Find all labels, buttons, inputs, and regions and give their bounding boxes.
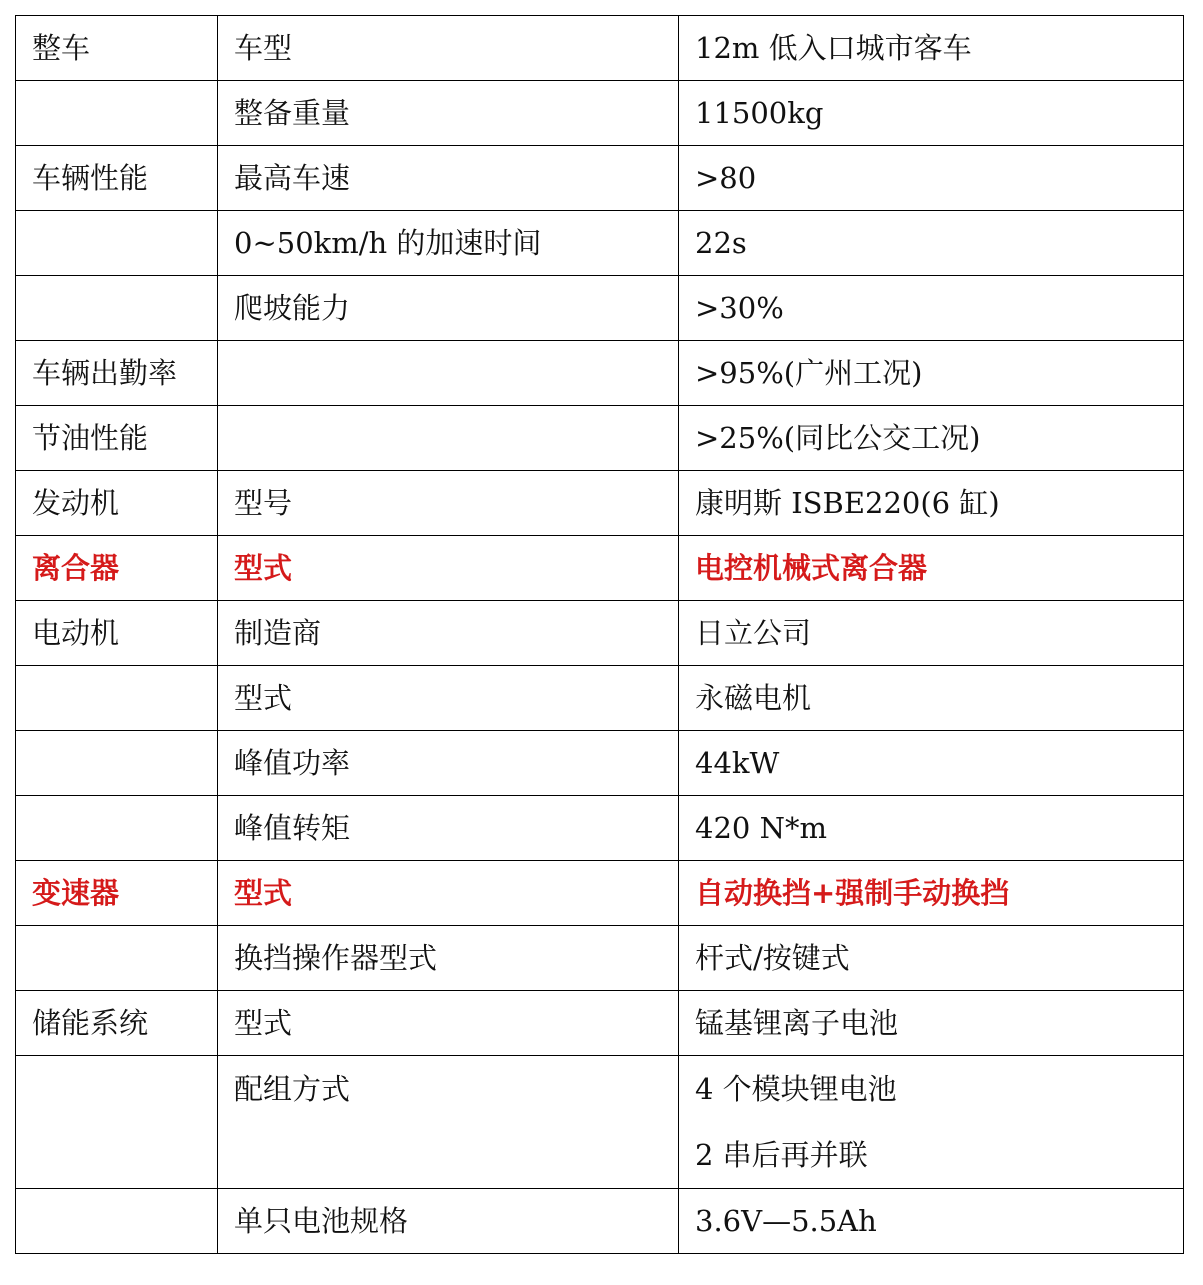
table-row [16, 991, 1184, 1056]
category-cell [16, 731, 218, 796]
value-cell: 电控机械式离合器 [679, 536, 1184, 601]
table-row [16, 341, 1184, 406]
category-cell: 电动机 [16, 601, 218, 666]
value-cell: 44kW [679, 731, 1184, 796]
table-row [16, 601, 1184, 666]
table-row [16, 471, 1184, 536]
item-cell: 0~50km/h 的加速时间 [218, 211, 679, 276]
table-row [16, 926, 1184, 991]
value-cell: 永磁电机 [679, 666, 1184, 731]
value-cell: 康明斯 ISBE220(6 缸) [679, 471, 1184, 536]
item-cell: 爬坡能力 [218, 276, 679, 341]
category-cell [16, 796, 218, 861]
table-row [16, 146, 1184, 211]
item-cell: 型式 [218, 861, 679, 926]
item-cell [218, 1056, 679, 1189]
table-row [16, 276, 1184, 341]
category-cell [16, 926, 218, 991]
category-cell: 整车 [16, 16, 218, 81]
value-line: 4 个模块锂电池 [695, 1072, 897, 1106]
item-cell: 峰值转矩 [218, 796, 679, 861]
value-cell: >30% [679, 276, 1184, 341]
item-cell: 峰值功率 [218, 731, 679, 796]
table-row [16, 1189, 1184, 1254]
item-cell: 整备重量 [218, 81, 679, 146]
category-cell [16, 1056, 218, 1189]
table-row-highlight [16, 536, 1184, 601]
item-cell: 车型 [218, 16, 679, 81]
category-cell [16, 211, 218, 276]
category-cell: 车辆性能 [16, 146, 218, 211]
value-cell: >25%(同比公交工况) [679, 406, 1184, 471]
value-cell: 3.6V—5.5Ah [679, 1189, 1184, 1254]
category-cell: 车辆出勤率 [16, 341, 218, 406]
category-cell: 离合器 [16, 536, 218, 601]
item-cell [218, 341, 679, 406]
table-row [16, 796, 1184, 861]
value-cell: >80 [679, 146, 1184, 211]
item-cell: 型号 [218, 471, 679, 536]
value-cell: 11500kg [679, 81, 1184, 146]
item-cell: 换挡操作器型式 [218, 926, 679, 991]
table-row [16, 1056, 1184, 1189]
value-cell: 22s [679, 211, 1184, 276]
value-cell: 自动换挡+强制手动换挡 [679, 861, 1184, 926]
table-row [16, 666, 1184, 731]
item-cell: 单只电池规格 [218, 1189, 679, 1254]
category-cell [16, 81, 218, 146]
category-cell: 变速器 [16, 861, 218, 926]
value-cell: 锰基锂离子电池 [679, 991, 1184, 1056]
category-cell: 节油性能 [16, 406, 218, 471]
table-row-highlight [16, 861, 1184, 926]
item-cell [218, 406, 679, 471]
table-row [16, 211, 1184, 276]
value-cell: >95%(广州工况) [679, 341, 1184, 406]
spec-table [15, 15, 1184, 1254]
item-cell: 最高车速 [218, 146, 679, 211]
table-row [16, 81, 1184, 146]
value-cell [679, 1056, 1184, 1189]
category-cell [16, 1189, 218, 1254]
item-cell: 型式 [218, 536, 679, 601]
category-cell [16, 276, 218, 341]
value-cell: 420 N*m [679, 796, 1184, 861]
table-row [16, 731, 1184, 796]
item-cell: 型式 [218, 666, 679, 731]
value-cell: 杆式/按键式 [679, 926, 1184, 991]
item-text: 配组方式 [234, 1072, 351, 1106]
value-cell: 日立公司 [679, 601, 1184, 666]
table-row [16, 406, 1184, 471]
item-cell: 型式 [218, 991, 679, 1056]
value-cell: 12m 低入口城市客车 [679, 16, 1184, 81]
item-cell: 制造商 [218, 601, 679, 666]
category-cell: 储能系统 [16, 991, 218, 1056]
value-line: 2 串后再并联 [695, 1138, 868, 1172]
category-cell [16, 666, 218, 731]
table-row [16, 16, 1184, 81]
category-cell: 发动机 [16, 471, 218, 536]
